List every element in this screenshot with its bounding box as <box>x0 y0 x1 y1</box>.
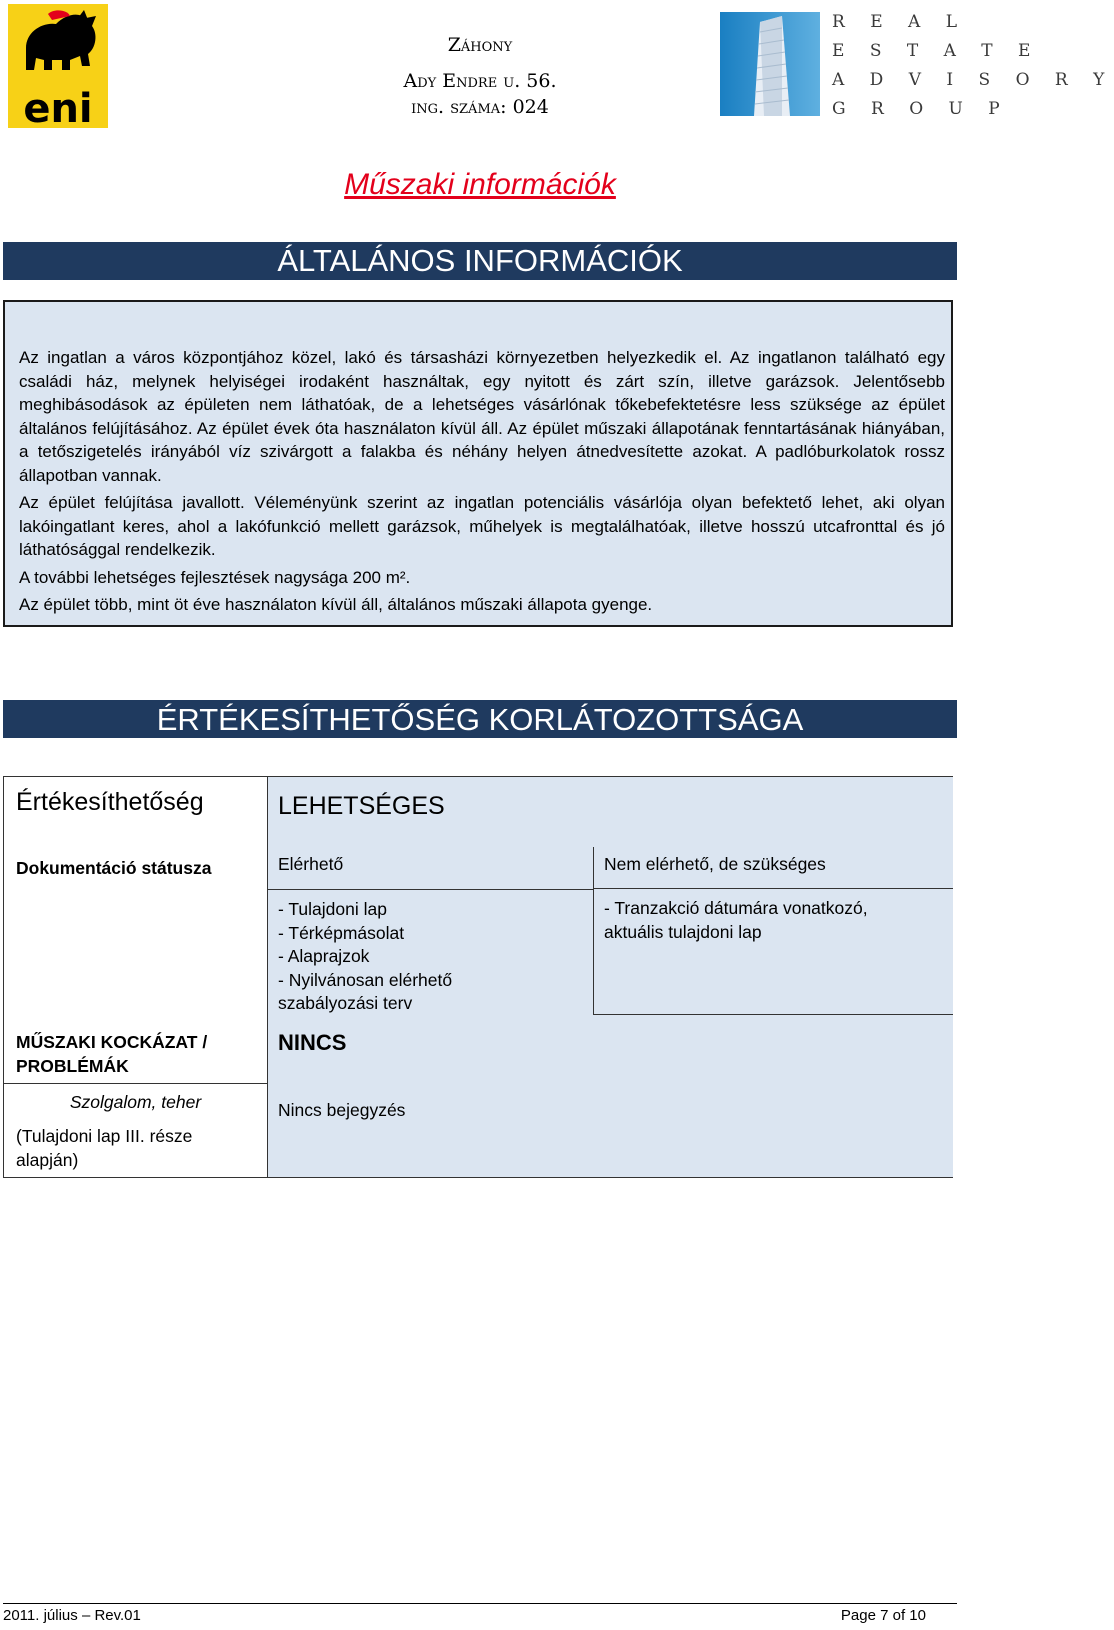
footer-divider <box>3 1603 957 1604</box>
general-info-heading: ÁLTALÁNOS INFORMÁCIÓK <box>3 242 957 280</box>
tech-risk-value: NINCS <box>278 1030 347 1055</box>
info-paragraph-1: Az ingatlan a város központjához közel, lakó és társasházi környezetben helyezkedik el. Az ingatlanon található egy családi ház, melynek helyiségei irodaként használtak, egy nyitott és zárt szín, illetve garázsok. Jelentősebb meghibásodások az épületen nem láthatóak, de a lehetséges vásárlónak tőkebefektetésre less szüksége az épület általános felújításához. Az épület évek óta használaton kívül áll. Az épület műszaki állapotának fenntartásának hiányában, a tetőszigetelés irányából víz szivárgott a falakba és néhány helyen átnedvesítette azokat. A padlóburkolatok rossz állapotban vannak. <box>19 348 945 485</box>
not-available-items-cell <box>593 889 953 1015</box>
sellability-value: LEHETSÉGES <box>278 792 445 820</box>
real-estate-advisory-group-logo <box>720 8 1114 120</box>
available-label: Elérhető <box>278 854 344 874</box>
easement-label: Szolgalom, teher <box>69 1092 202 1112</box>
rea-logo-text <box>832 8 1114 124</box>
doc-status-label: Dokumentáció státusza <box>16 858 212 878</box>
building-icon <box>720 12 820 116</box>
available-items <box>278 898 508 1016</box>
tech-risk-label: MŰSZAKI KOCKÁZAT / PROBLÉMÁK <box>16 1032 208 1076</box>
available-item: - Alaprajzok <box>278 946 370 966</box>
divider <box>4 1083 267 1084</box>
address: Ady Endre u. 56. <box>403 70 557 92</box>
not-available-header-cell <box>593 847 953 889</box>
rea-line-2: E S T A T E <box>832 41 1041 61</box>
sellability-heading: ÉRTÉKESÍTHETŐSÉG KORLÁTOZOTTSÁGA <box>3 700 957 738</box>
footer-page-number: Page 7 of 10 <box>840 1607 926 1624</box>
rea-line-4: G R O U P <box>832 99 1010 119</box>
eni-logo <box>8 4 108 132</box>
general-info-text <box>19 346 945 621</box>
info-paragraph-3: A további lehetséges fejlesztések nagysága 200 m². <box>19 567 411 587</box>
rea-line-3: A D V I S O R Y <box>832 70 1114 90</box>
left-column <box>4 777 267 1177</box>
sellability-value-cell <box>267 777 953 847</box>
not-available-label: Nem elérhető, de szükséges <box>604 854 826 874</box>
available-item: - Nyilvánosan elérhető szabályozási terv <box>278 969 453 1013</box>
city-name: Záhony <box>447 34 513 56</box>
easement-note: (Tulajdoni lap III. része alapján) <box>16 1126 193 1170</box>
sellability-label: Értékesíthetőség <box>16 788 204 816</box>
page-title: Műszaki információk <box>344 168 616 201</box>
footer-date-revision: 2011. július – Rev.01 <box>3 1607 141 1624</box>
available-header-cell <box>267 847 593 889</box>
info-paragraph-4: Az épület több, mint öt éve használaton kívül áll, általános műszaki állapota gyenge. <box>19 595 653 614</box>
rea-line-1: R E A L <box>832 12 967 32</box>
general-info-box <box>3 300 953 627</box>
easement-value: Nincs bejegyzés <box>278 1100 406 1120</box>
available-item: - Tulajdoni lap <box>278 899 387 919</box>
eni-logo-text: eni <box>23 86 93 132</box>
property-header <box>330 32 630 120</box>
info-paragraph-2: Az épület felújítása javallott. Véleményünk szerint az ingatlan potenciális vásárlója olyan befektető lehet, aki olyan lakóingatlant keres, ahol a lakófunkció mellett garázsok, műhelyek is megtalálhatóak, illetve hosszú utcafronttal és jó láthatósággal rendelkezik. <box>19 493 945 559</box>
sellability-table <box>3 776 953 1178</box>
available-item: - Térképmásolat <box>278 922 405 943</box>
tech-risk-area <box>267 1015 953 1177</box>
lot-number: ing. száma: 024 <box>411 96 549 118</box>
available-items-cell <box>267 889 593 1015</box>
not-available-item: - Tranzakció dátumára vonatkozó, aktuális tulajdoni lap <box>604 898 868 942</box>
